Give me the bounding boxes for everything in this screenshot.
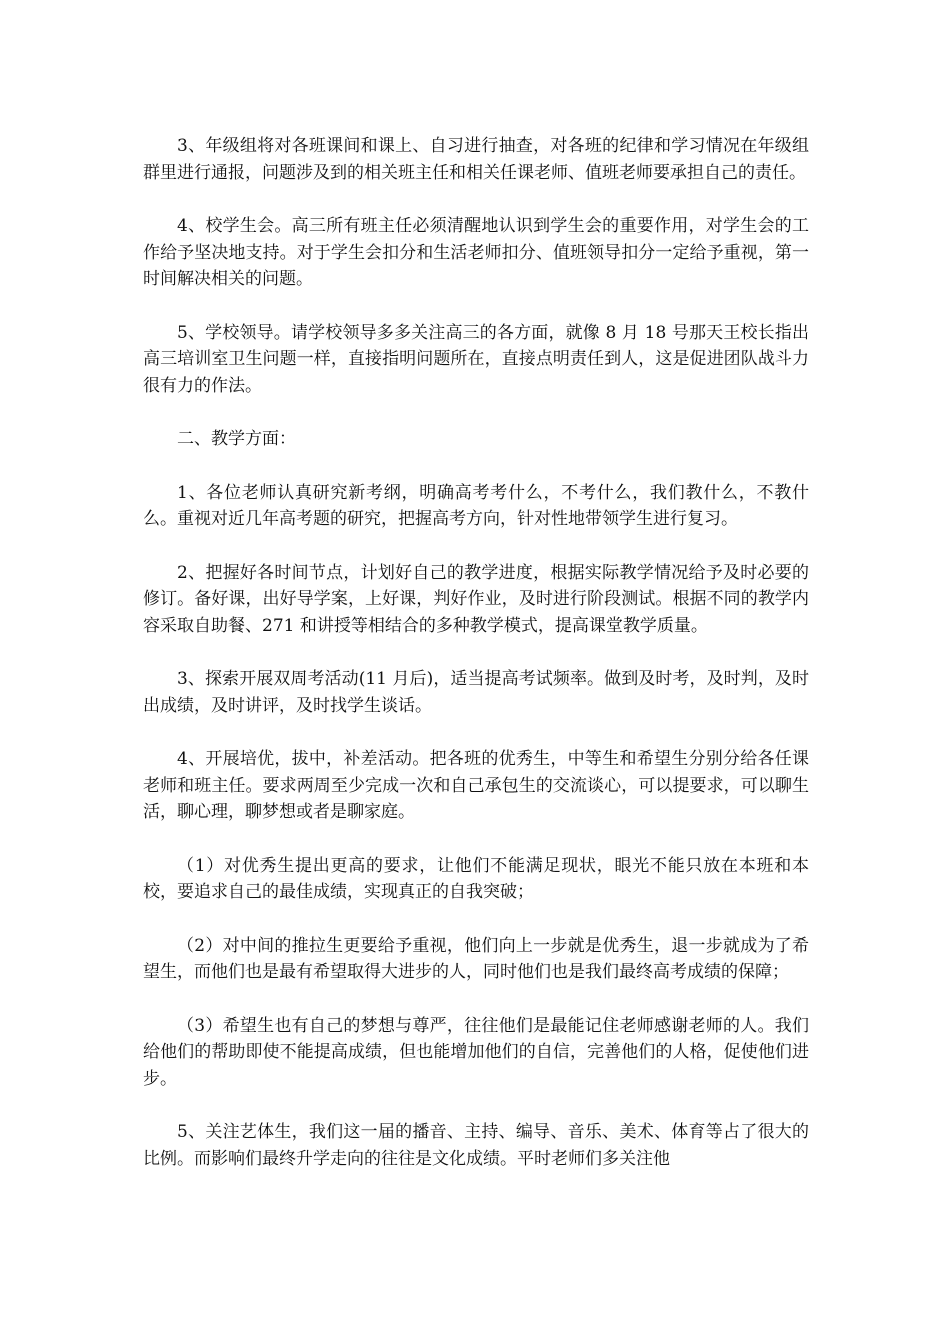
paragraph-item-3-class-inspection: 3、年级组将对各班课间和课上、自习进行抽查，对各班的纪律和学习情况在年级组群里进行通报，问题涉及到的相关班主任和相关任课老师、值班老师要承担自己的责任。 (143, 136, 809, 183)
paragraph-item-5-school-leaders: 5、学校领导。请学校领导多多关注高三的各方面，就像 8 月 18 号那天王校长指出高三培训室卫生问题一样，直接指明问题所在，直接点明责任到人，这是促进团队战斗力很有力的作法。 (143, 322, 809, 396)
paragraph-teaching-2-time-nodes: 2、把握好各时间节点，计划好自己的教学进度，根据实际教学情况给予及时必要的修订。备好课，出好导学案，上好课，判好作业，及时进行阶段测试。根据不同的教学内容采取自助餐、271 和讲授等相结合的多种教学模式，提高课堂教学质量。 (143, 562, 809, 636)
document-body (143, 133, 809, 1199)
paragraph-teaching-1-exam-outline: 1、各位老师认真研究新考纲，明确高考考什么，不考什么，我们教什么，不教什么。重视对近几年高考题的研究，把握高考方向，针对性地带领学生进行复习。 (143, 482, 809, 529)
paragraph-teaching-4-tiered-support: 4、开展培优，拔中，补差活动。把各班的优秀生，中等生和希望生分别分给各任课老师和班主任。要求两周至少完成一次和自己承包生的交流谈心，可以提要求，可以聊生活，聊心理，聊梦想或者是聊家庭。 (143, 749, 809, 822)
paragraph-subitem-1-top-students: （1）对优秀生提出更高的要求，让他们不能满足现状，眼光不能只放在本班和本校，要追求自己的最佳成绩，实现真正的自我突破； (143, 855, 809, 902)
section-heading-teaching: 二、教学方面： (177, 429, 296, 449)
paragraph-teaching-3-biweekly-exams: 3、探索开展双周考活动(11 月后)，适当提高考试频率。做到及时考，及时判，及时出成绩，及时讲评，及时找学生谈话。 (143, 669, 809, 716)
paragraph-subitem-3-hope-students: （3）希望生也有自己的梦想与尊严，往往他们是最能记住老师感谢老师的人。我们给他们的帮助即使不能提高成绩，但也能增加他们的自信，完善他们的人格，促使他们进步。 (143, 1015, 809, 1089)
paragraph-teaching-5-arts-sports: 5、关注艺体生，我们这一届的播音、主持、编导、音乐、美术、体育等占了很大的比例。而影响们最终升学走向的往往是文化成绩。平时老师们多关注他 (143, 1122, 809, 1169)
paragraph-item-4-student-union: 4、校学生会。高三所有班主任必须清醒地认识到学生会的重要作用，对学生会的工作给予坚决地支持。对于学生会扣分和生活老师扣分、值班领导扣分一定给予重视，第一时间解决相关的问题。 (143, 216, 809, 289)
paragraph-subitem-2-middle-students: （2）对中间的推拉生更要给予重视，他们向上一步就是优秀生，退一步就成为了希望生，而他们也是最有希望取得大进步的人，同时他们也是我们最终高考成绩的保障； (143, 935, 809, 982)
